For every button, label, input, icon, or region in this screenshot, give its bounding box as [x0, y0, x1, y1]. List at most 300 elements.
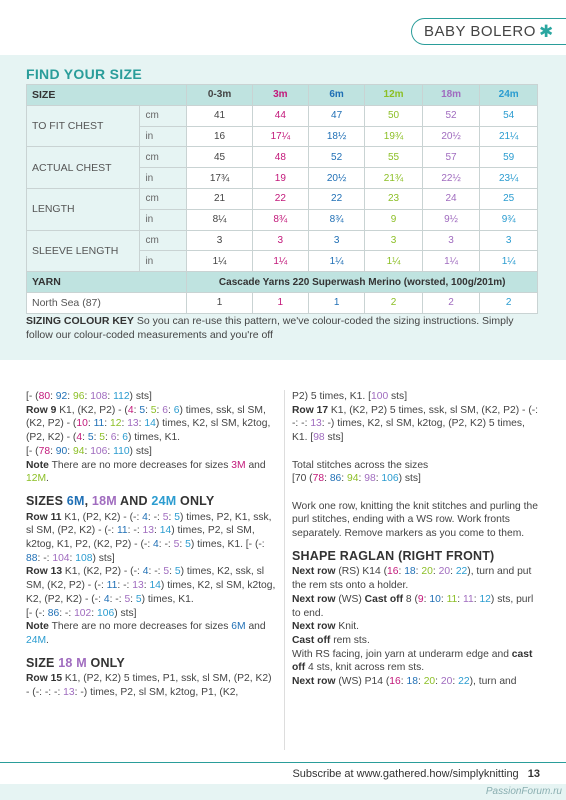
text-run: [- ( [26, 445, 39, 457]
table-cell: 1¼ [480, 251, 538, 272]
yarn-quantity: 2 [365, 292, 423, 313]
table-cell: 52 [422, 105, 480, 126]
instruction-paragraph [292, 565, 540, 592]
size-value: 16 [387, 566, 399, 578]
text-run: : [452, 676, 459, 688]
size-value: 4 [76, 432, 83, 444]
text-run: : -: [147, 511, 163, 523]
size-value: 106 [381, 473, 399, 485]
text-run: : [156, 404, 163, 416]
size-value: 6 [173, 404, 180, 416]
size-value: 14 [149, 580, 161, 592]
instruction-paragraph [26, 607, 276, 621]
size-value: 5 [87, 432, 94, 444]
size-value: 22 [458, 676, 470, 688]
size-value: 14 [159, 525, 172, 537]
unit-label: in [140, 168, 187, 189]
text-run: (RS) K14 ( [335, 566, 387, 578]
size-value: 94 [347, 473, 359, 485]
size-value: 5 [162, 511, 169, 523]
table-cell: 1¼ [252, 251, 308, 272]
table-row [27, 230, 538, 251]
paragraph-gap [292, 445, 540, 459]
text-run: : [375, 473, 382, 485]
table-cell: 54 [480, 105, 538, 126]
text-run: : [67, 445, 73, 457]
yarn-label: YARN [27, 272, 187, 293]
table-cell: 19 [252, 168, 308, 189]
instruction-paragraph [292, 459, 540, 473]
text-run: : [473, 593, 480, 605]
table-cell: 1¼ [187, 251, 252, 272]
text-run: ) sts] [398, 473, 421, 485]
text-run: : -: [148, 566, 164, 578]
size-value: 96 [73, 391, 85, 402]
size-value: 92 [55, 391, 68, 402]
table-cell: 17¼ [252, 126, 308, 147]
instruction-paragraph [26, 511, 276, 566]
text-run: : [179, 539, 186, 551]
table-cell: 21¼ [480, 126, 538, 147]
size-value: 24M [26, 634, 47, 646]
instruction-paragraph [292, 404, 540, 445]
yarn-quantity: 2 [480, 292, 538, 313]
bold-term: Next row [292, 676, 336, 688]
text-run: . [46, 473, 49, 485]
text-run: : [121, 418, 128, 430]
size-value: 4 [103, 593, 110, 605]
text-run: [- (-: [26, 607, 48, 619]
table-cell: 8¼ [187, 209, 252, 230]
find-your-size-title: FIND YOUR SIZE [26, 66, 142, 82]
size-value: 12M [26, 473, 47, 485]
size-header-12m: 12m [365, 85, 423, 106]
text-run: P2) 5 times, K1. [ [292, 391, 371, 402]
footer [292, 768, 540, 780]
unit-label: cm [140, 188, 187, 209]
text-run: ) times, K1. [127, 432, 181, 444]
bold-term: Note [26, 459, 49, 471]
text-run: Total stitches across the sizes [292, 459, 429, 471]
size-value: 4 [127, 404, 134, 416]
instruction-paragraph [292, 500, 540, 541]
size-value: 22 [455, 566, 468, 578]
size-value: 88 [26, 552, 38, 564]
text-run: ) times, ssk, sl SM, (K2, P2) - ( [26, 404, 266, 430]
size-value: 106 [97, 607, 115, 619]
size-header-18m: 18m [422, 85, 480, 106]
text-run: : -: [117, 580, 133, 592]
table-cell: 3 [252, 230, 308, 251]
measurement-label: ACTUAL CHEST [27, 147, 140, 189]
bold-term: Row 13 [26, 566, 63, 578]
table-cell: 3 [365, 230, 423, 251]
bold-term: Next row [292, 621, 336, 633]
table-cell: 22 [308, 188, 364, 209]
text-run: sts] [324, 432, 344, 444]
instruction-paragraph [26, 390, 276, 404]
text-run: 4 sts, knit across rem sts. [305, 662, 425, 674]
text-run: ONLY [86, 655, 125, 670]
text-run: With RS facing, join yarn at underarm edge and [292, 648, 512, 660]
text-run: SHAPE RAGLAN (RIGHT FRONT) [292, 548, 495, 563]
sizing-colour-key [26, 314, 538, 342]
size-value: 5 [173, 539, 180, 551]
size-value: 24M [151, 493, 177, 508]
table-cell: 9 [365, 209, 423, 230]
size-value: 18 M [58, 655, 87, 670]
text-run: , [84, 493, 92, 508]
size-value: 10 [76, 418, 88, 430]
table-row [27, 105, 538, 126]
instruction-paragraph [292, 390, 540, 404]
footer-bar [0, 784, 566, 800]
text-run: : [50, 445, 56, 457]
text-run: : [154, 525, 160, 537]
instruction-paragraph [292, 593, 540, 620]
table-cell: 23¼ [480, 168, 538, 189]
instruction-paragraph [292, 634, 540, 648]
size-value: 6 [110, 432, 117, 444]
text-run: : [417, 676, 424, 688]
text-run: ) times, K2, sl SM, k2tog, (P2, K2) - ( [26, 418, 271, 444]
table-cell: 3 [480, 230, 538, 251]
bold-term: Cast off [292, 634, 331, 646]
table-cell: 25 [480, 188, 538, 209]
text-run: SIZE [26, 655, 59, 670]
size-value: 5 [135, 593, 142, 605]
instruction-paragraph [26, 672, 276, 699]
table-cell: 59 [480, 147, 538, 168]
text-run: There are no more decreases for sizes [48, 621, 232, 633]
unit-label: cm [140, 230, 187, 251]
size-value: 94 [73, 445, 85, 457]
instruction-paragraph [26, 620, 276, 647]
text-run: ) sts] [114, 607, 137, 619]
size-value: 11 [116, 525, 128, 537]
size-value: 106 [90, 445, 108, 457]
instructions-right-column [292, 390, 540, 689]
table-cell: 48 [252, 147, 308, 168]
text-run: . [46, 634, 49, 646]
text-run: ) sts] [129, 445, 152, 457]
text-run: K1, (P2, K2) - (-: [61, 511, 143, 523]
size-value: 5 [185, 539, 191, 551]
size-value: 78 [38, 445, 51, 457]
text-run: : [168, 511, 175, 523]
yarn-name: Cascade Yarns 220 Superwash Merino (worsted, 100g/201m) [187, 272, 538, 293]
text-run: : [435, 676, 441, 688]
page-number: 13 [527, 768, 540, 780]
table-cell: 20½ [422, 126, 480, 147]
size-table [26, 84, 538, 314]
size-value: 20 [438, 566, 451, 578]
text-run: : [84, 445, 91, 457]
table-cell: 3 [187, 230, 252, 251]
text-run: : [84, 391, 91, 402]
size-value: 13 [310, 418, 322, 430]
size-value: 4 [142, 511, 148, 523]
text-run: : [104, 418, 110, 430]
size-header-0-3m: 0-3m [187, 85, 252, 106]
size-value: 86 [47, 607, 60, 619]
size-value: 6 [162, 404, 168, 416]
text-run: : [116, 432, 123, 444]
text-run: ) sts, purl to end. [292, 593, 534, 619]
table-cell: 18½ [308, 126, 364, 147]
instruction-paragraph [26, 459, 276, 486]
text-run: AND [116, 493, 152, 508]
text-run: : [423, 593, 430, 605]
text-run: : -) times, K2, sl SM, k2tog, (P2, K2) 5 times, K1. [ [292, 418, 525, 444]
size-value: 11 [446, 593, 458, 605]
text-run: : [440, 593, 447, 605]
size-value: 6 [122, 432, 128, 444]
text-run: : [67, 391, 73, 402]
size-value: 80 [38, 391, 51, 402]
key-text: So you can re-use this pattern, we've colour-coded the sizing instructions. Simply follow our colour-coded measurements and you're off [26, 315, 514, 341]
text-run: ) times, P2, K1, ssk, sl SM, (P2, K2) - (-: [26, 511, 272, 537]
size-value: 20 [423, 676, 436, 688]
size-value: 112 [113, 391, 130, 402]
text-run: ), turn and [469, 676, 517, 688]
text-run: ) times, K2, ssk, sl SM, (K2, P2) - (-: [26, 566, 265, 592]
text-run: and [245, 621, 266, 633]
text-run: (WS) P14 ( [335, 676, 390, 688]
text-run: and [245, 459, 266, 471]
size-header-label: SIZE [27, 85, 187, 106]
text-run: : [400, 676, 407, 688]
text-run: K1, (K2, P2) - (-: [62, 566, 143, 578]
size-value: 4 [142, 566, 149, 578]
text-run: SIZES [26, 493, 67, 508]
text-run: : [143, 580, 150, 592]
text-run: : [138, 418, 145, 430]
size-value: 98 [364, 473, 376, 485]
table-cell: 17¾ [187, 168, 252, 189]
size-value: 100 [370, 391, 389, 402]
text-run: K1, (P2, K2) 5 times, P1, ssk, sl SM, (P2, K2) - (-: -: -: [26, 673, 272, 699]
unit-label: cm [140, 147, 187, 168]
size-value: 3M [231, 459, 246, 471]
text-run: 8 ( [403, 593, 418, 605]
text-run: [70 ( [292, 473, 313, 485]
table-cell: 52 [308, 147, 364, 168]
text-run: ) times, K1. [- (-: [190, 539, 265, 551]
size-value: 12 [479, 593, 491, 605]
text-run: : -: [127, 525, 143, 537]
size-value: 5 [124, 593, 131, 605]
size-value: 98 [313, 432, 325, 444]
text-run: : [87, 418, 94, 430]
text-run: There are no more decreases for sizes [48, 459, 232, 471]
measurement-label: TO FIT CHEST [27, 105, 140, 147]
table-row [27, 147, 538, 168]
text-run: ONLY [176, 493, 215, 508]
text-run: : [415, 566, 422, 578]
table-cell: 9½ [422, 209, 480, 230]
yarn-quantity: 1 [187, 292, 252, 313]
size-value: 20 [421, 566, 433, 578]
size-value: 11 [463, 593, 474, 605]
text-run: : [105, 432, 111, 444]
text-run: : [169, 566, 175, 578]
size-value: 86 [329, 473, 342, 485]
bold-term: Next row [292, 566, 336, 578]
table-cell: 55 [365, 147, 423, 168]
size-value: 11 [93, 418, 105, 430]
text-run: (WS) [335, 593, 365, 605]
section-heading [26, 495, 276, 509]
text-run: : [145, 404, 151, 416]
text-run: : [168, 404, 174, 416]
text-run: : [69, 552, 76, 564]
text-run: ) times, K2, sl SM, k2tog, K2, (P2, K2) - (-: [26, 580, 276, 605]
size-header-6m: 6m [308, 85, 364, 106]
text-run: : [133, 404, 140, 416]
size-value: 78 [312, 473, 325, 485]
text-run: : [107, 445, 114, 457]
table-cell: 8¾ [308, 209, 364, 230]
table-cell: 22 [252, 188, 308, 209]
table-cell: 50 [365, 105, 423, 126]
instruction-paragraph [26, 565, 276, 606]
text-run: K1, (K2, P2) 5 times, ssk, sl SM, (K2, P2) - (-: -: -: [292, 404, 539, 430]
bold-term: cast off [292, 648, 533, 674]
table-cell: 3 [308, 230, 364, 251]
text-run: : [91, 607, 97, 619]
text-run: ) times, K1. [141, 593, 194, 605]
table-cell: 3 [422, 230, 480, 251]
table-cell: 21¾ [365, 168, 423, 189]
unit-label: in [140, 126, 187, 147]
size-value: 14 [144, 418, 156, 430]
text-run: K1, (K2, P2) - ( [56, 404, 128, 416]
size-header-3m: 3m [252, 85, 308, 106]
size-header-24m: 24m [480, 85, 538, 106]
size-value: 10 [429, 593, 441, 605]
text-run: : -: [158, 539, 174, 551]
key-label: SIZING COLOUR KEY [26, 315, 134, 327]
bold-term: Row 17 [292, 404, 329, 416]
paragraph-gap [292, 486, 540, 500]
table-cell: 9¾ [480, 209, 538, 230]
size-value: 4 [153, 539, 159, 551]
text-run: rem sts. [330, 634, 370, 646]
text-run: : -: [37, 552, 53, 564]
instruction-paragraph [292, 648, 540, 675]
text-run: : [82, 432, 88, 444]
table-cell: 24 [422, 188, 480, 209]
size-value: 18 [404, 566, 416, 578]
size-value: 5 [99, 432, 106, 444]
watermark: PassionForum.ru [485, 786, 562, 797]
text-run: : [450, 566, 456, 578]
text-run: Knit. [335, 621, 359, 633]
yarn-colour-label: North Sea (87) [27, 292, 187, 313]
section-header-tab [411, 18, 566, 45]
text-run: ), turn and put the rem sts onto a holder. [292, 566, 532, 592]
table-cell: 20½ [308, 168, 364, 189]
size-value: 102 [74, 607, 92, 619]
text-run: ) sts] [129, 391, 152, 402]
size-value: 104 [52, 552, 70, 564]
asterisk-icon: ✱ [538, 21, 554, 41]
yarn-quantity: 2 [422, 292, 480, 313]
size-value: 5 [174, 566, 181, 578]
instructions-left-column [26, 390, 276, 700]
size-value: 13 [132, 580, 144, 592]
bold-term: Row 15 [26, 673, 63, 685]
text-run: : -: [59, 607, 75, 619]
size-value: 11 [106, 580, 118, 592]
yarn-quantity: 1 [308, 292, 364, 313]
size-value: 9 [417, 593, 424, 605]
size-value: 13 [142, 525, 155, 537]
table-cell: 44 [252, 105, 308, 126]
text-run: Work one row, knitting the knit stitches and purling the purl stitches, ending with a WS row. Work fronts separately. Remove markers as you come to them. [292, 500, 538, 539]
table-cell: 1¼ [422, 251, 480, 272]
text-run: : [324, 473, 330, 485]
size-value: 20 [440, 676, 453, 688]
unit-label: in [140, 251, 187, 272]
size-value: 16 [389, 676, 401, 688]
instruction-paragraph [292, 472, 540, 486]
instruction-paragraph [292, 620, 540, 634]
text-run: [- ( [26, 391, 39, 402]
text-run: ) times, P2, sl SM, k2tog, K1, P2, (K2, P2) - (-: [26, 525, 255, 551]
table-cell: 21 [187, 188, 252, 209]
table-cell: 1¼ [308, 251, 364, 272]
instruction-paragraph [292, 675, 540, 689]
table-cell: 57 [422, 147, 480, 168]
bold-term: Cast off [364, 593, 403, 605]
text-run: ) sts] [92, 552, 115, 564]
size-value: 5 [150, 404, 157, 416]
footer-subscribe-text: Subscribe at www.gathered.how/simplyknitting [292, 768, 519, 780]
text-run: : [341, 473, 348, 485]
measurement-label: SLEEVE LENGTH [27, 230, 140, 272]
bold-term: Note [26, 621, 49, 633]
table-cell: 23 [365, 188, 423, 209]
yarn-quantity: 1 [252, 292, 308, 313]
table-cell: 47 [308, 105, 364, 126]
text-run: : [457, 593, 463, 605]
size-value: 108 [90, 391, 108, 402]
instruction-paragraph [26, 445, 276, 459]
size-value: 108 [75, 552, 93, 564]
text-run: : -) times, P2, sl SM, k2tog, P1, (K2, [74, 687, 239, 699]
unit-label: cm [140, 105, 187, 126]
table-cell: 16 [187, 126, 252, 147]
text-run: : [398, 566, 405, 578]
size-value: 5 [163, 566, 170, 578]
text-run: : -: [109, 593, 125, 605]
instruction-paragraph [26, 404, 276, 445]
size-value: 5 [174, 511, 180, 523]
table-row [27, 188, 538, 209]
text-run: : [358, 473, 365, 485]
table-cell: 1¼ [365, 251, 423, 272]
table-cell: 22½ [422, 168, 480, 189]
pattern-title: BABY BOLERO [424, 23, 536, 40]
text-run: : [93, 432, 100, 444]
size-value: 18M [91, 493, 117, 508]
text-run: : [432, 566, 439, 578]
size-value: 90 [55, 445, 68, 457]
size-value: 6M [231, 621, 246, 633]
size-value: 13 [63, 687, 75, 699]
